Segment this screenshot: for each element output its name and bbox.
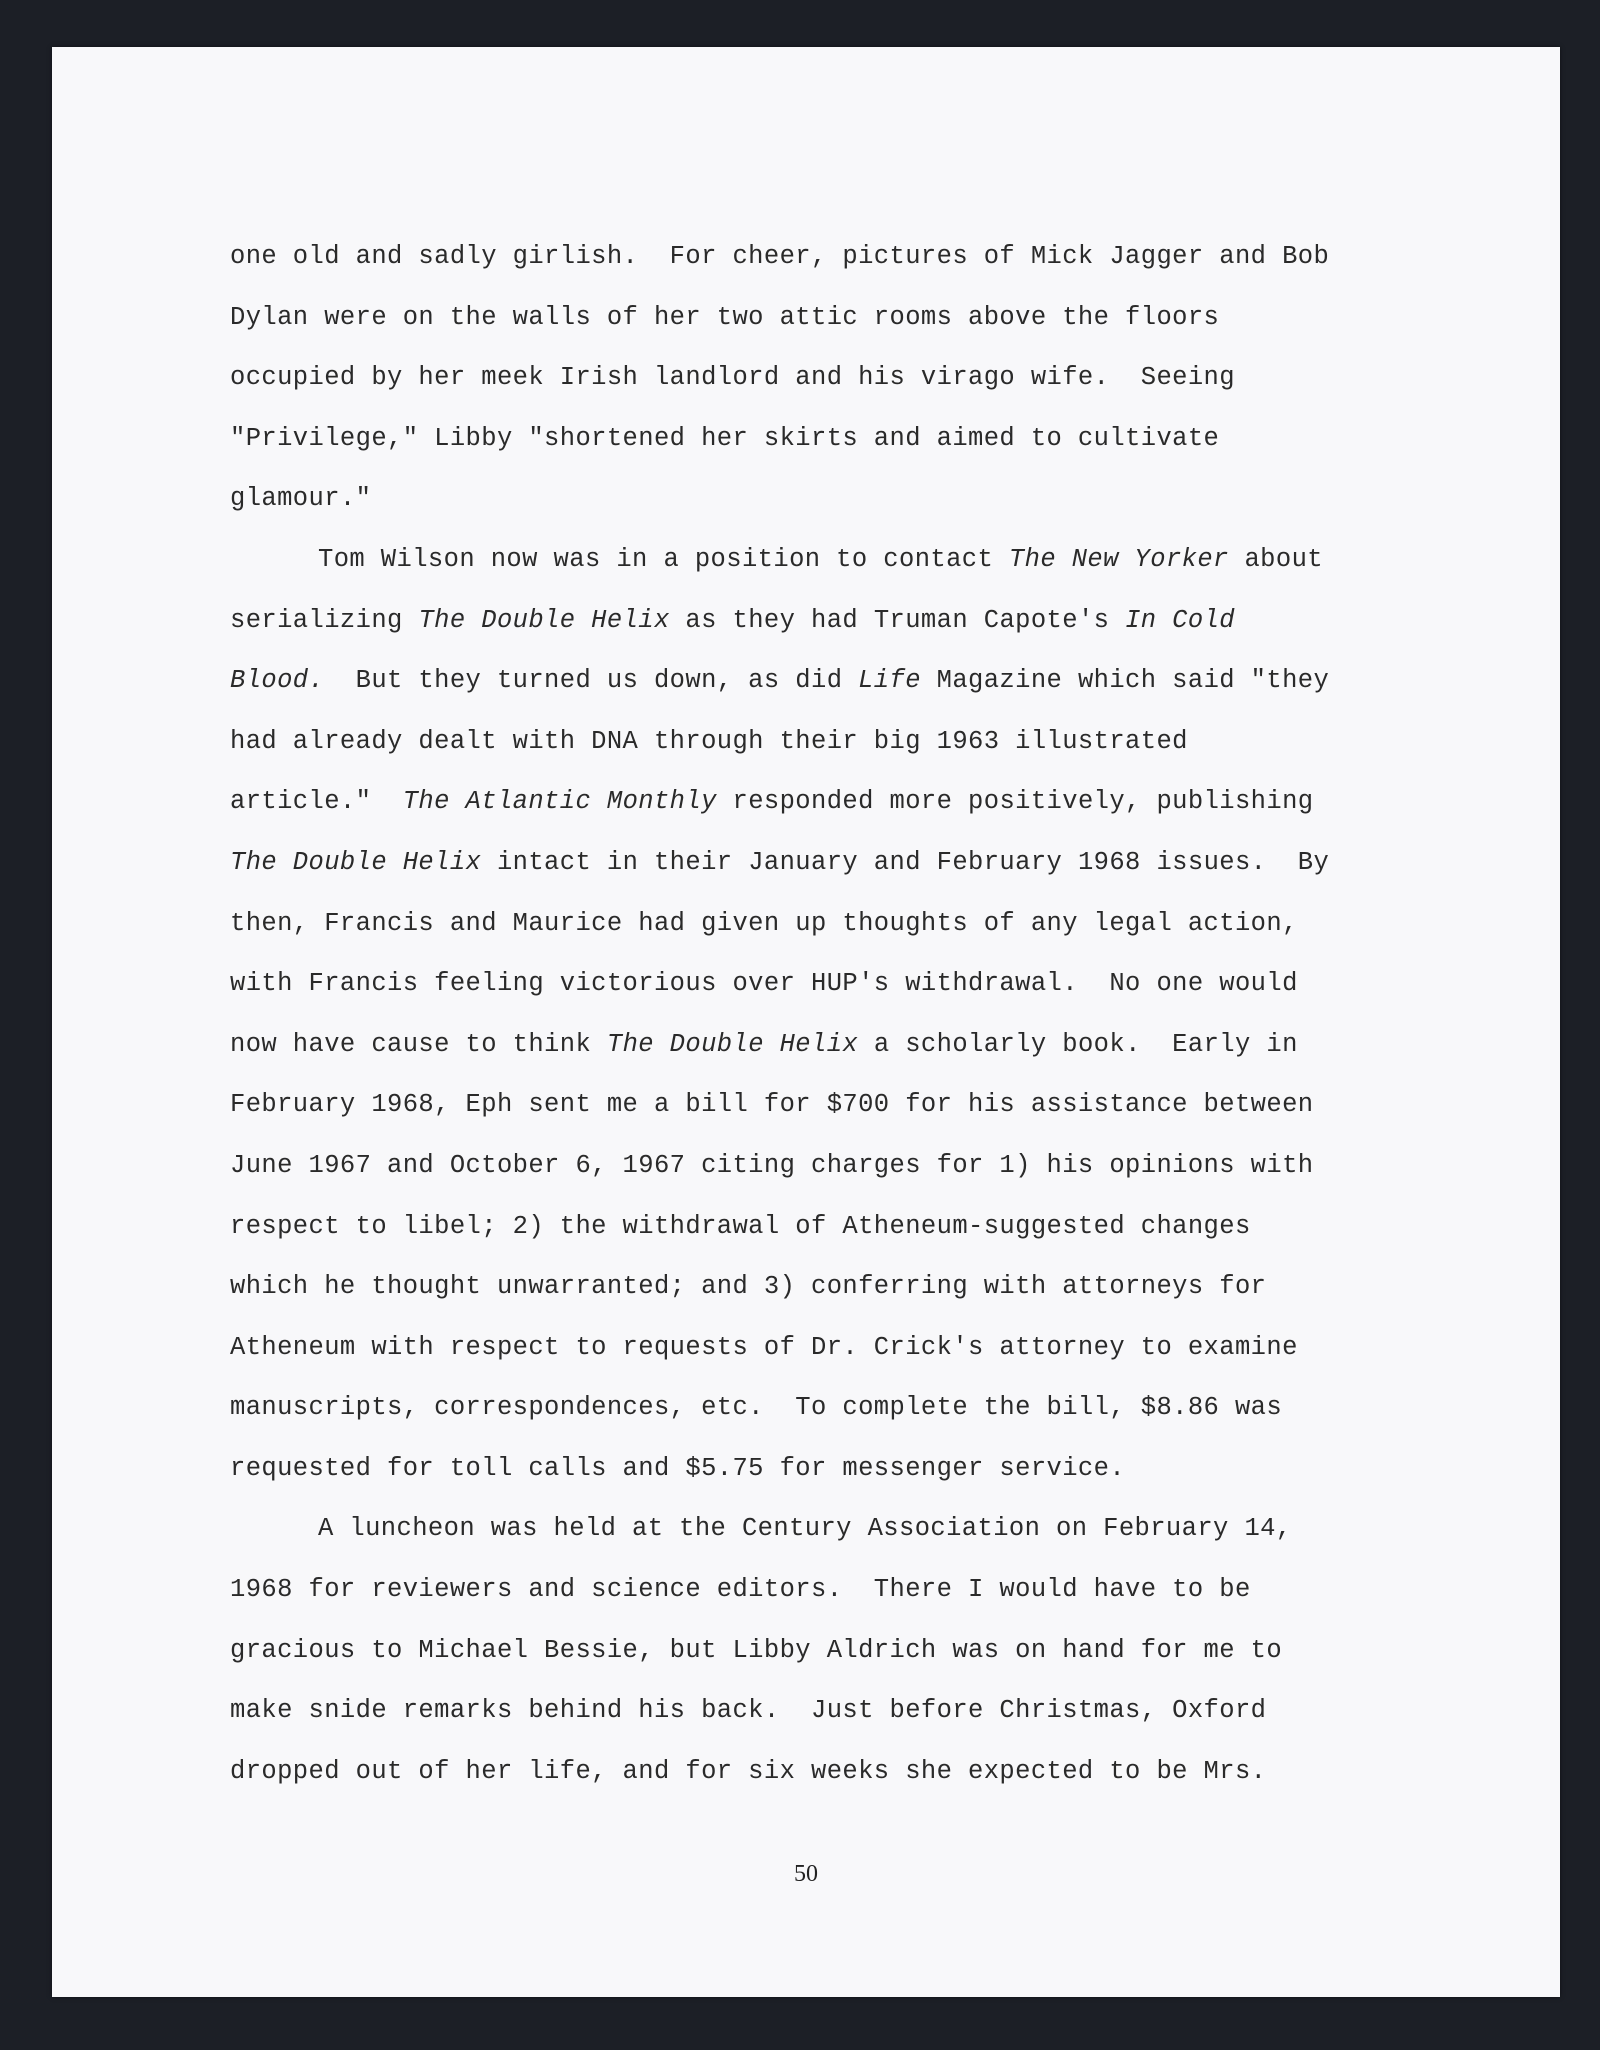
text-line: [230, 1318, 1410, 1379]
text-line: [230, 1075, 1410, 1136]
text-line: [230, 1742, 1410, 1803]
text-line: [230, 409, 1410, 470]
italic-title-text: The New Yorker: [1008, 544, 1229, 574]
text-segment: glamour.": [230, 484, 372, 514]
text-line: [230, 1499, 1410, 1560]
text-line: [230, 1015, 1410, 1076]
text-segment: intact in their January and February 1968 issues. By: [481, 847, 1330, 877]
italic-title-text: The Double Helix: [606, 1029, 859, 1059]
text-line: [230, 1681, 1410, 1742]
text-segment: dropped out of her life, and for six weeks she expected to be Mrs.: [230, 1756, 1267, 1786]
document-page: [52, 47, 1560, 1997]
italic-title-text: The Double Helix: [230, 847, 482, 877]
text-segment: gracious to Michael Bessie, but Libby Aldrich was on hand for me to: [230, 1635, 1283, 1665]
italic-title-text: The Double Helix: [418, 605, 670, 635]
text-line: [230, 1136, 1410, 1197]
text-segment: make snide remarks behind his back. Just before Christmas, Oxford: [230, 1696, 1267, 1726]
text-line: [230, 772, 1410, 833]
text-segment: one old and sadly girlish. For cheer, pictures of Mick Jagger and Bob: [230, 242, 1330, 271]
text-line: [230, 1621, 1410, 1682]
text-line: [230, 288, 1410, 349]
text-segment: then, Francis and Maurice had given up thoughts of any legal action,: [230, 908, 1298, 938]
text-line: [230, 1197, 1410, 1258]
text-segment: Tom Wilson now was in a position to contact: [318, 544, 1009, 574]
text-segment: article.": [230, 787, 403, 817]
text-line: [230, 651, 1410, 712]
text-segment: Dylan were on the walls of her two attic rooms above the floors: [230, 302, 1220, 332]
text-segment: serializing: [230, 605, 419, 635]
italic-title-text: The Atlantic Monthly: [402, 787, 717, 817]
italic-title-text: Blood.: [230, 666, 325, 696]
text-segment: requested for toll calls and $5.75 for messenger service.: [230, 1453, 1126, 1483]
text-segment: June 1967 and October 6, 1967 citing charges for 1) his opinions with: [230, 1150, 1314, 1180]
text-line: [230, 530, 1410, 591]
text-segment: But they turned us down, as did: [324, 666, 859, 696]
text-segment: about: [1228, 544, 1323, 574]
text-line: [230, 469, 1410, 530]
text-line: [230, 954, 1410, 1015]
text-segment: Magazine which said "they: [920, 666, 1330, 696]
text-segment: with Francis feeling victorious over HUP's withdrawal. No one would: [230, 969, 1298, 999]
italic-title-text: Life: [858, 666, 921, 696]
text-segment: A luncheon was held at the Century Association on February 14,: [318, 1514, 1292, 1544]
text-segment: now have cause to think: [230, 1029, 607, 1059]
text-segment: responded more positively, publishing: [716, 787, 1314, 817]
text-line: [230, 227, 1410, 288]
italic-title-text: In Cold: [1125, 605, 1235, 635]
body-text: [230, 227, 1410, 1802]
text-segment: occupied by her meek Irish landlord and his virago wife. Seeing: [230, 363, 1235, 393]
text-line: [230, 894, 1410, 955]
text-segment: a scholarly book. Early in: [858, 1029, 1298, 1059]
text-line: [230, 591, 1410, 652]
text-line: [230, 1560, 1410, 1621]
text-line: [230, 1257, 1410, 1318]
text-segment: which he thought unwarranted; and 3) conferring with attorneys for: [230, 1272, 1267, 1302]
text-line: [230, 833, 1410, 894]
text-segment: "Privilege," Libby "shortened her skirts and aimed to cultivate: [230, 423, 1220, 453]
text-segment: as they had Truman Capote's: [669, 605, 1126, 635]
text-line: [230, 348, 1410, 409]
text-line: [230, 712, 1410, 773]
page-number: 50: [794, 1861, 818, 1887]
text-line: [230, 1378, 1410, 1439]
text-line: [230, 1439, 1410, 1500]
text-segment: respect to libel; 2) the withdrawal of Atheneum-suggested changes: [230, 1211, 1251, 1241]
text-segment: 1968 for reviewers and science editors. There I would have to be: [230, 1575, 1251, 1605]
text-segment: manuscripts, correspondences, etc. To complete the bill, $8.86 was: [230, 1393, 1283, 1423]
text-segment: February 1968, Eph sent me a bill for $700 for his assistance between: [230, 1090, 1314, 1120]
text-segment: had already dealt with DNA through their big 1963 illustrated: [230, 726, 1188, 756]
text-segment: Atheneum with respect to requests of Dr. Crick's attorney to examine: [230, 1332, 1298, 1362]
